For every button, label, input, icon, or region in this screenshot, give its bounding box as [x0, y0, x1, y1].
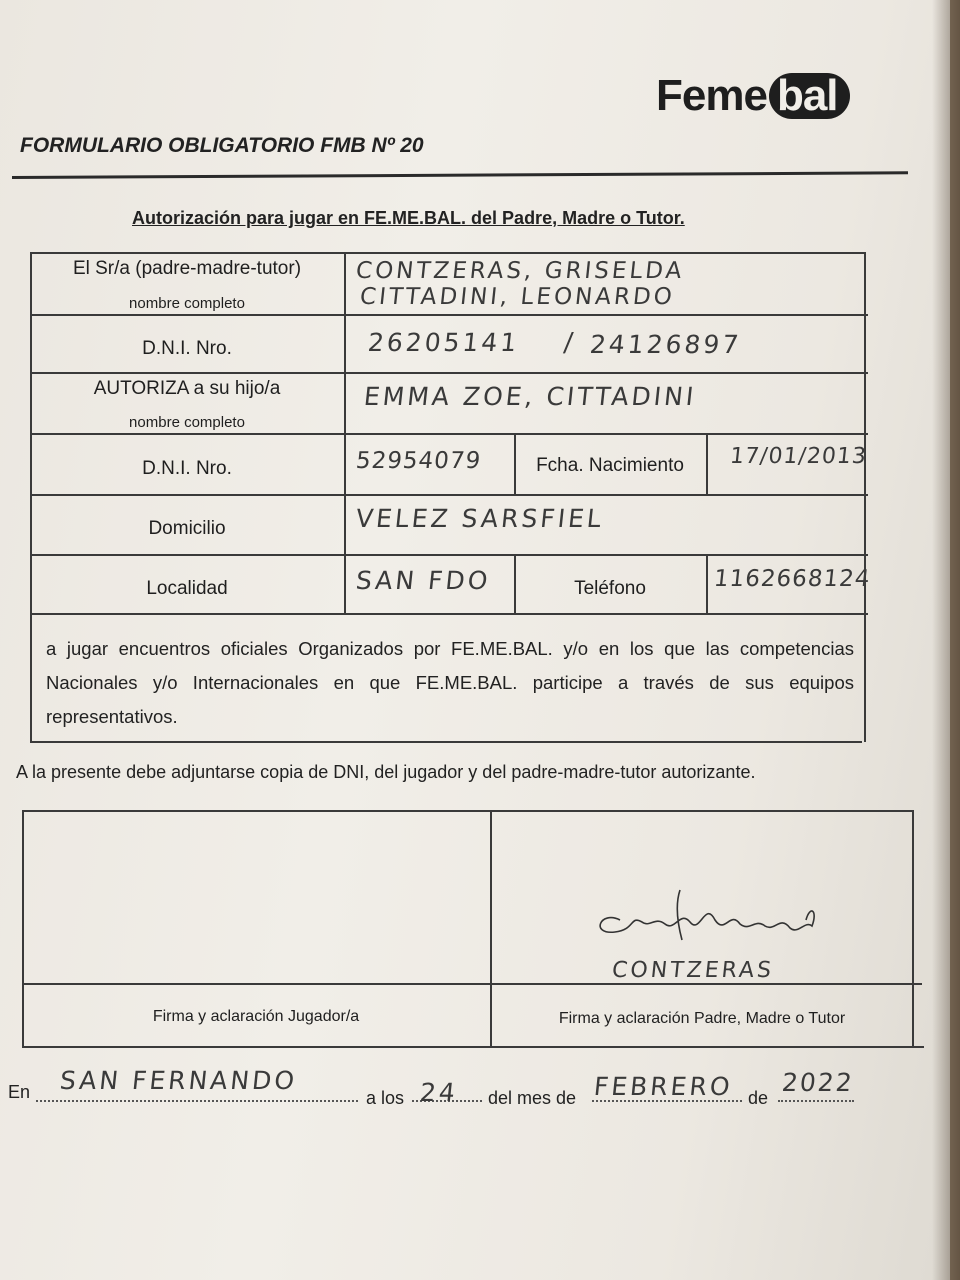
child-dni-value: 52954079: [354, 448, 483, 474]
table-line: [30, 372, 868, 374]
form-title: FORMULARIO OBLIGATORIO FMB Nº 20: [20, 134, 424, 157]
footer-de: de: [748, 1088, 769, 1108]
table-line: [30, 613, 868, 615]
footer-prefix: En: [8, 1082, 31, 1102]
logo-text: Feme: [656, 71, 767, 120]
parent-aclaracion: CONTZERAS: [610, 958, 776, 983]
form-subtitle: Autorización para jugar en FE.ME.BAL. del Padre, Madre o Tutor.: [132, 208, 685, 228]
table-line: [864, 252, 866, 742]
parent-dni-label: D.N.I. Nro.: [142, 338, 232, 359]
locality-label: Localidad: [146, 578, 228, 599]
table-line: [30, 494, 868, 496]
footer-place: SAN FERNANDO: [58, 1066, 299, 1095]
table-line: [22, 810, 914, 812]
child-name-sublabel: nombre completo: [129, 414, 245, 431]
parent-dni-value-b: 24126897: [588, 330, 743, 359]
parent-name-label: El Sr/a (padre-madre-tutor): [72, 258, 302, 279]
phone-label: Teléfono: [574, 578, 646, 599]
birth-date-value: 17/01/2013: [728, 444, 869, 469]
table-line: [706, 433, 708, 495]
table-line: [706, 554, 708, 614]
parent-signature-caption: Firma y aclaración Padre, Madre o Tutor: [558, 1010, 846, 1027]
address-label: Domicilio: [148, 518, 226, 539]
address-value: VELEZ SARSFIEL: [354, 504, 606, 533]
player-signature-caption: Firma y aclaración Jugador/a: [152, 1008, 360, 1025]
parent-name-value-2: CITTADINI, LEONARDO: [358, 284, 677, 310]
footer-day: 24: [418, 1078, 460, 1107]
birth-date-label: Fcha. Nacimiento: [536, 455, 684, 476]
child-dni-label: D.N.I. Nro.: [142, 458, 232, 479]
phone-value: 1162668124: [712, 566, 872, 592]
footer-a-los: a los: [366, 1088, 405, 1108]
footer-year: 2022: [780, 1068, 856, 1097]
table-line: [30, 314, 868, 316]
parent-dni-value-a: 26205141: [366, 328, 521, 357]
paper-edge-shadow: [932, 0, 960, 1280]
attachment-note: A la presente debe adjuntarse copia de DNI, del jugador y del padre-madre-tutor autorizante.: [16, 762, 756, 782]
femebal-logo: [656, 68, 850, 124]
table-line: [30, 252, 866, 254]
dni-separator-slash: /: [562, 328, 578, 358]
table-line: [912, 810, 914, 1048]
footer-month: FEBRERO: [592, 1072, 735, 1101]
authorization-paragraph: a jugar encuentros oficiales Organizados por FE.ME.BAL. y/o en los que las competencias Nacionales y/o Internacionales en que FE.ME.BAL. participe a través de sus equipos representativos.: [46, 638, 854, 727]
table-line: [22, 983, 922, 985]
locality-value: SAN FDO: [354, 566, 492, 595]
logo-ball-text: bal: [769, 73, 850, 119]
table-line: [22, 1046, 924, 1048]
child-name-value: EMMA ZOE, CITTADINI: [362, 382, 698, 411]
parent-name-value-1: CONTZERAS, GRISELDA: [354, 258, 686, 284]
title-divider: [12, 171, 908, 179]
table-line: [344, 252, 346, 614]
parent-name-sublabel: nombre completo: [129, 295, 245, 312]
footer-del-mes-de: del mes de: [488, 1088, 577, 1108]
table-line: [30, 554, 868, 556]
child-name-label: AUTORIZA a su hijo/a: [93, 378, 281, 399]
table-line: [30, 433, 868, 435]
table-line: [30, 252, 32, 742]
table-line: [30, 741, 862, 743]
parent-signature-image: [580, 880, 830, 950]
